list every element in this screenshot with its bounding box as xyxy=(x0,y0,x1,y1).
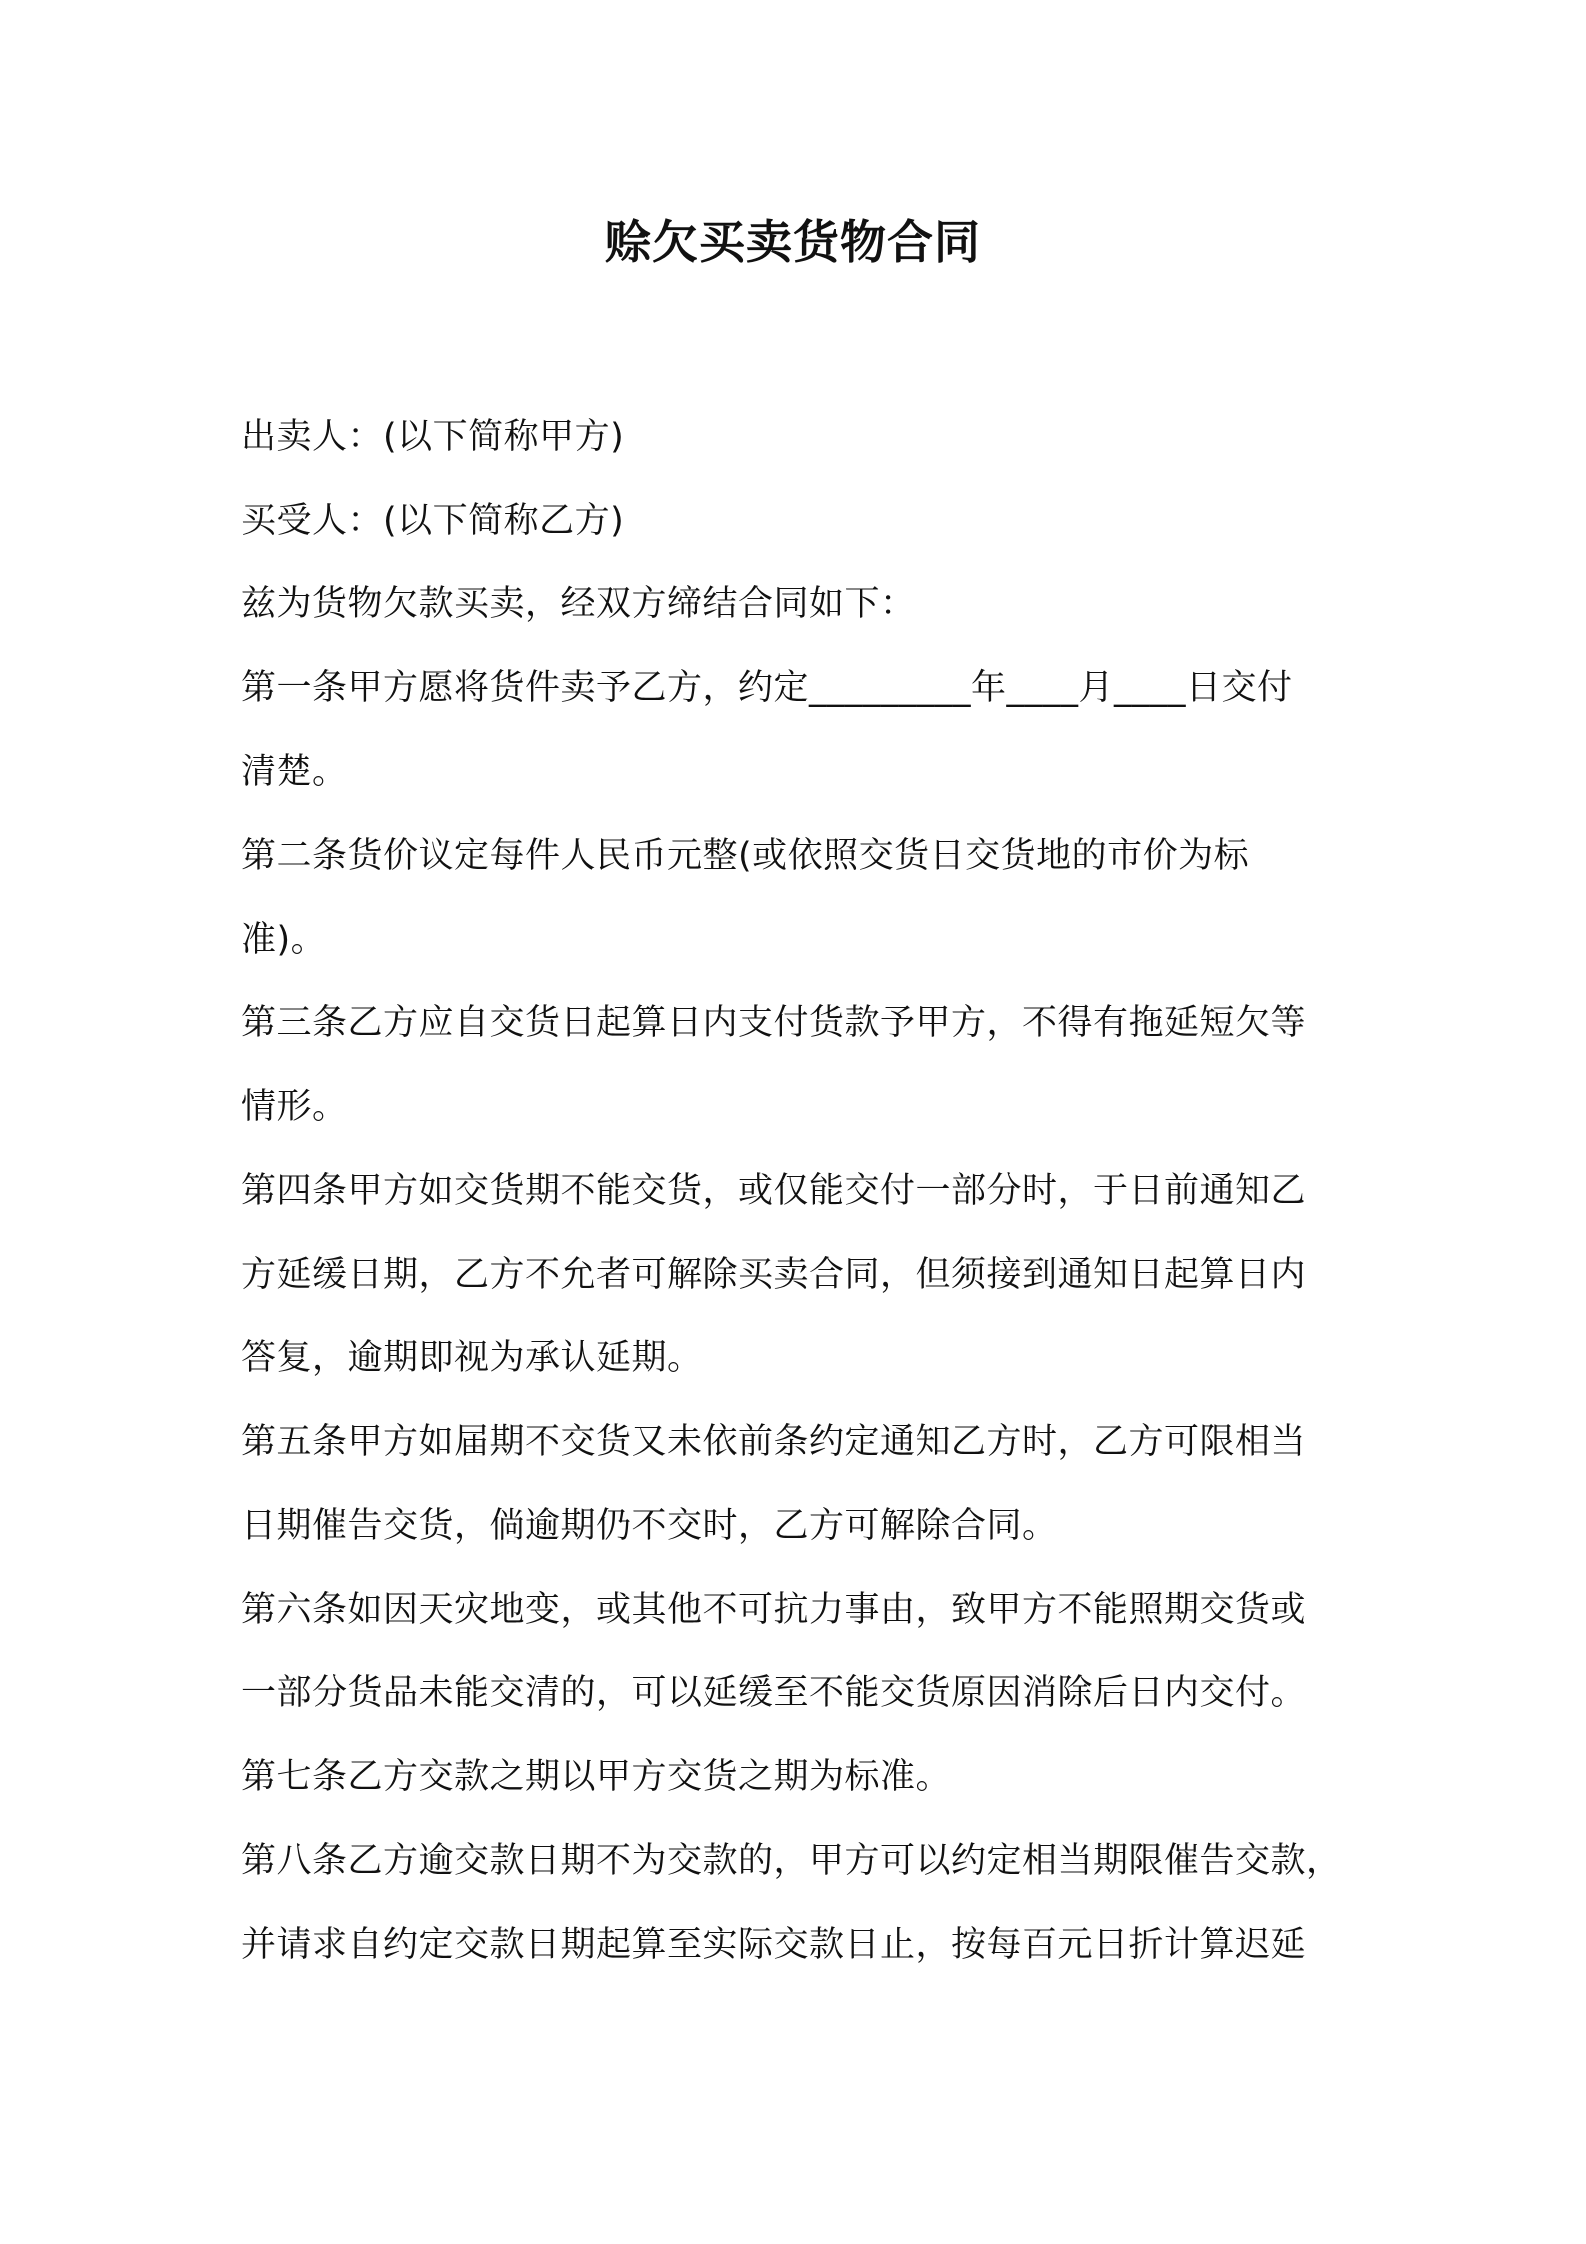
article-4-line-1: 第四条甲方如交货期不能交货，或仅能交付一部分时，于日前通知乙 xyxy=(241,1171,1307,1211)
article-2-line-2: 准)。 xyxy=(241,920,327,960)
article-1-line-2: 清楚。 xyxy=(241,752,348,792)
document-title: 赊欠买卖货物合同 xyxy=(605,215,981,269)
party-buyer-line: 买受人：(以下简称乙方) xyxy=(241,501,625,541)
article-6-line-2: 一部分货品未能交清的，可以延缓至不能交货原因消除后日内交付。 xyxy=(241,1673,1307,1713)
article-3-line-2: 情形。 xyxy=(241,1087,348,1127)
article-4-line-2: 方延缓日期，乙方不允者可解除买卖合同，但须接到通知日起算日内 xyxy=(241,1255,1307,1295)
article-2-line-1: 第二条货价议定每件人民币元整(或依照交货日交货地的市价为标 xyxy=(241,836,1250,876)
article-7-line-1: 第七条乙方交款之期以甲方交货之期为标准。 xyxy=(241,1757,952,1797)
article-8-line-2: 并请求自约定交款日期起算至实际交款日止，按每百元日折计算迟延 xyxy=(241,1925,1307,1965)
article-5-line-2: 日期催告交货，倘逾期仍不交时，乙方可解除合同。 xyxy=(241,1506,1058,1546)
preamble-line: 兹为货物欠款买卖，经双方缔结合同如下： xyxy=(241,584,916,624)
article-3-line-1: 第三条乙方应自交货日起算日内支付货款予甲方，不得有拖延短欠等 xyxy=(241,1003,1307,1043)
article-8-line-1: 第八条乙方逾交款日期不为交款的，甲方可以约定相当期限催告交款， xyxy=(241,1841,1342,1881)
article-5-line-1: 第五条甲方如届期不交货又未依前条约定通知乙方时，乙方可限相当 xyxy=(241,1422,1307,1462)
article-1-line-1: 第一条甲方愿将货件卖予乙方，约定_________年____月____日交付 xyxy=(241,668,1293,708)
article-6-line-1: 第六条如因天灾地变，或其他不可抗力事由，致甲方不能照期交货或 xyxy=(241,1590,1307,1630)
party-seller-line: 出卖人：(以下简称甲方) xyxy=(241,417,625,457)
article-4-line-3: 答复，逾期即视为承认延期。 xyxy=(241,1338,703,1378)
